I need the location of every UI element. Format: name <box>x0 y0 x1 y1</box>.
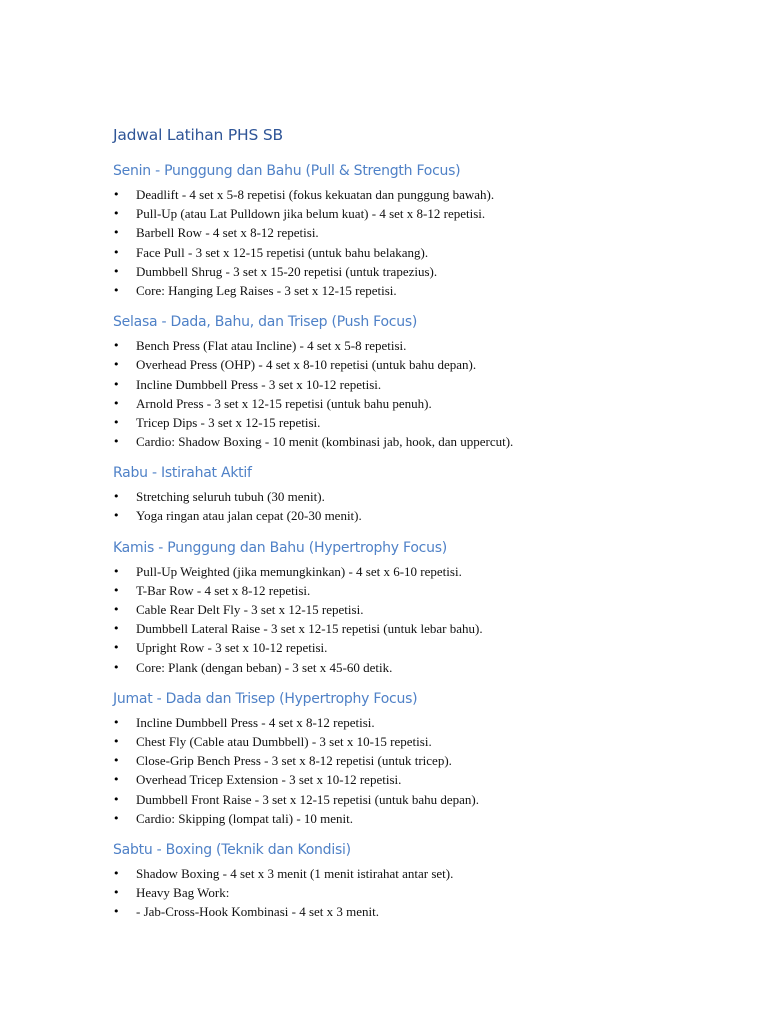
list-item-text: Overhead Press (OHP) - 4 set x 8-10 repetisi (untuk bahu depan). <box>136 357 477 373</box>
list-item-text: - Jab-Cross-Hook Kombinasi - 4 set x 3 menit. <box>136 904 380 920</box>
list-item <box>113 864 713 883</box>
list-item <box>113 506 713 525</box>
list-item <box>113 809 713 828</box>
bullet-icon: • <box>113 583 120 597</box>
bullet-icon: • <box>113 283 120 297</box>
section-heading: Jumat - Dada dan Trisep (Hypertrophy Focus) <box>113 690 418 707</box>
bullet-icon: • <box>113 226 120 240</box>
list-item-text: T-Bar Row - 4 set x 8-12 repetisi. <box>136 582 311 598</box>
list-item-text: Pull-Up Weighted (jika memungkinkan) - 4 set x 6-10 repetisi. <box>136 563 462 579</box>
exercise-list <box>113 562 713 677</box>
list-item-text: Overhead Tricep Extension - 3 set x 10-12 repetisi. <box>136 772 402 788</box>
list-item-text: Dumbbell Front Raise - 3 set x 12-15 repetisi (untuk bahu depan). <box>136 791 479 807</box>
schedule-section <box>113 312 713 451</box>
schedule-section <box>113 538 713 677</box>
list-item <box>113 243 713 262</box>
list-item <box>113 600 713 619</box>
bullet-icon: • <box>113 866 120 880</box>
list-item-text: Cardio: Shadow Boxing - 10 menit (kombinasi jab, hook, dan uppercut). <box>136 434 514 450</box>
list-item <box>113 619 713 638</box>
list-item <box>113 562 713 581</box>
list-item <box>113 262 713 281</box>
bullet-icon: • <box>113 622 120 636</box>
list-item-text: Bench Press (Flat atau Incline) - 4 set x 5-8 repetisi. <box>136 338 407 354</box>
list-item-text: Incline Dumbbell Press - 4 set x 8-12 repetisi. <box>136 714 375 730</box>
bullet-icon: • <box>113 245 120 259</box>
list-item-text: Shadow Boxing - 4 set x 3 menit (1 menit istirahat antar set). <box>136 865 454 881</box>
bullet-icon: • <box>113 811 120 825</box>
list-item-text: Pull-Up (atau Lat Pulldown jika belum kuat) - 4 set x 8-12 repetisi. <box>136 206 486 222</box>
section-heading: Kamis - Punggung dan Bahu (Hypertrophy Focus) <box>113 539 447 556</box>
list-item-text: Barbell Row - 4 set x 8-12 repetisi. <box>136 225 319 241</box>
bullet-icon: • <box>113 396 120 410</box>
list-item <box>113 658 713 677</box>
bullet-icon: • <box>113 773 120 787</box>
list-item-text: Core: Plank (dengan beban) - 3 set x 45-60 detik. <box>136 659 393 675</box>
bullet-icon: • <box>113 490 120 504</box>
list-item <box>113 204 713 223</box>
list-item <box>113 902 713 921</box>
list-item-text: Arnold Press - 3 set x 12-15 repetisi (untuk bahu penuh). <box>136 395 432 411</box>
section-heading: Senin - Punggung dan Bahu (Pull & Strength Focus) <box>113 163 461 179</box>
exercise-list <box>113 487 713 525</box>
bullet-icon: • <box>113 792 120 806</box>
list-item <box>113 394 713 413</box>
list-item <box>113 185 713 204</box>
schedule-section <box>113 463 713 525</box>
list-item <box>113 432 713 451</box>
bullet-icon: • <box>113 339 120 353</box>
list-item <box>113 375 713 394</box>
document-page <box>113 124 713 933</box>
bullet-icon: • <box>113 603 120 616</box>
bullet-icon: • <box>113 509 120 523</box>
bullet-icon: • <box>113 715 120 729</box>
bullet-icon: • <box>113 358 120 372</box>
list-item-text: Deadlift - 4 set x 5-8 repetisi (fokus kekuatan dan punggung bawah). <box>136 187 495 202</box>
list-item <box>113 223 713 242</box>
list-item <box>113 732 713 751</box>
bullet-icon: • <box>113 905 120 919</box>
list-item <box>113 713 713 732</box>
list-item-text: Face Pull - 3 set x 12-15 repetisi (untuk bahu belakang). <box>136 244 429 260</box>
bullet-icon: • <box>113 734 120 748</box>
section-heading: Selasa - Dada, Bahu, dan Trisep (Push Focus) <box>113 314 418 331</box>
bullet-icon: • <box>113 435 120 449</box>
document-title: Jadwal Latihan PHS SB <box>113 126 283 144</box>
list-item-text: Chest Fly (Cable atau Dumbbell) - 3 set x 10-15 repetisi. <box>136 733 432 749</box>
list-item-text: Tricep Dips - 3 set x 12-15 repetisi. <box>136 414 321 430</box>
list-item <box>113 581 713 600</box>
list-item-text: Cable Rear Delt Fly - 3 set x 12-15 repetisi. <box>136 602 364 617</box>
list-item <box>113 281 713 300</box>
list-item-text: Cardio: Skipping (lompat tali) - 10 menit. <box>136 810 354 826</box>
bullet-icon: • <box>113 754 120 768</box>
list-item-text: Dumbbell Shrug - 3 set x 15-20 repetisi (untuk trapezius). <box>136 263 438 279</box>
schedule-section <box>113 689 713 828</box>
section-heading: Sabtu - Boxing (Teknik dan Kondisi) <box>113 841 351 858</box>
sections-container <box>113 161 713 921</box>
section-heading: Rabu - Istirahat Aktif <box>113 465 252 482</box>
exercise-list <box>113 336 713 451</box>
list-item <box>113 883 713 902</box>
bullet-icon: • <box>113 564 120 578</box>
list-item <box>113 487 713 506</box>
bullet-icon: • <box>113 188 120 201</box>
bullet-icon: • <box>113 415 120 429</box>
list-item-text: Close-Grip Bench Press - 3 set x 8-12 repetisi (untuk tricep). <box>136 753 452 769</box>
list-item-text: Incline Dumbbell Press - 3 set x 10-12 repetisi. <box>136 376 382 392</box>
bullet-icon: • <box>113 660 120 674</box>
schedule-section <box>113 161 713 300</box>
exercise-list <box>113 864 713 922</box>
list-item-text: Stretching seluruh tubuh (30 menit). <box>136 489 325 505</box>
list-item-text: Yoga ringan atau jalan cepat (20-30 menit). <box>136 508 362 524</box>
bullet-icon: • <box>113 207 120 221</box>
exercise-list <box>113 713 713 828</box>
list-item-text: Heavy Bag Work: <box>136 885 230 901</box>
exercise-list <box>113 185 713 300</box>
list-item <box>113 751 713 770</box>
bullet-icon: • <box>113 641 120 655</box>
list-item <box>113 790 713 809</box>
list-item-text: Core: Hanging Leg Raises - 3 set x 12-15 repetisi. <box>136 282 397 298</box>
bullet-icon: • <box>113 886 120 900</box>
list-item <box>113 336 713 355</box>
list-item-text: Dumbbell Lateral Raise - 3 set x 12-15 repetisi (untuk lebar bahu). <box>136 621 483 637</box>
list-item <box>113 638 713 657</box>
list-item <box>113 770 713 789</box>
schedule-section <box>113 840 713 922</box>
list-item <box>113 413 713 432</box>
list-item <box>113 355 713 374</box>
list-item-text: Upright Row - 3 set x 10-12 repetisi. <box>136 640 328 656</box>
bullet-icon: • <box>113 264 120 278</box>
bullet-icon: • <box>113 377 120 391</box>
